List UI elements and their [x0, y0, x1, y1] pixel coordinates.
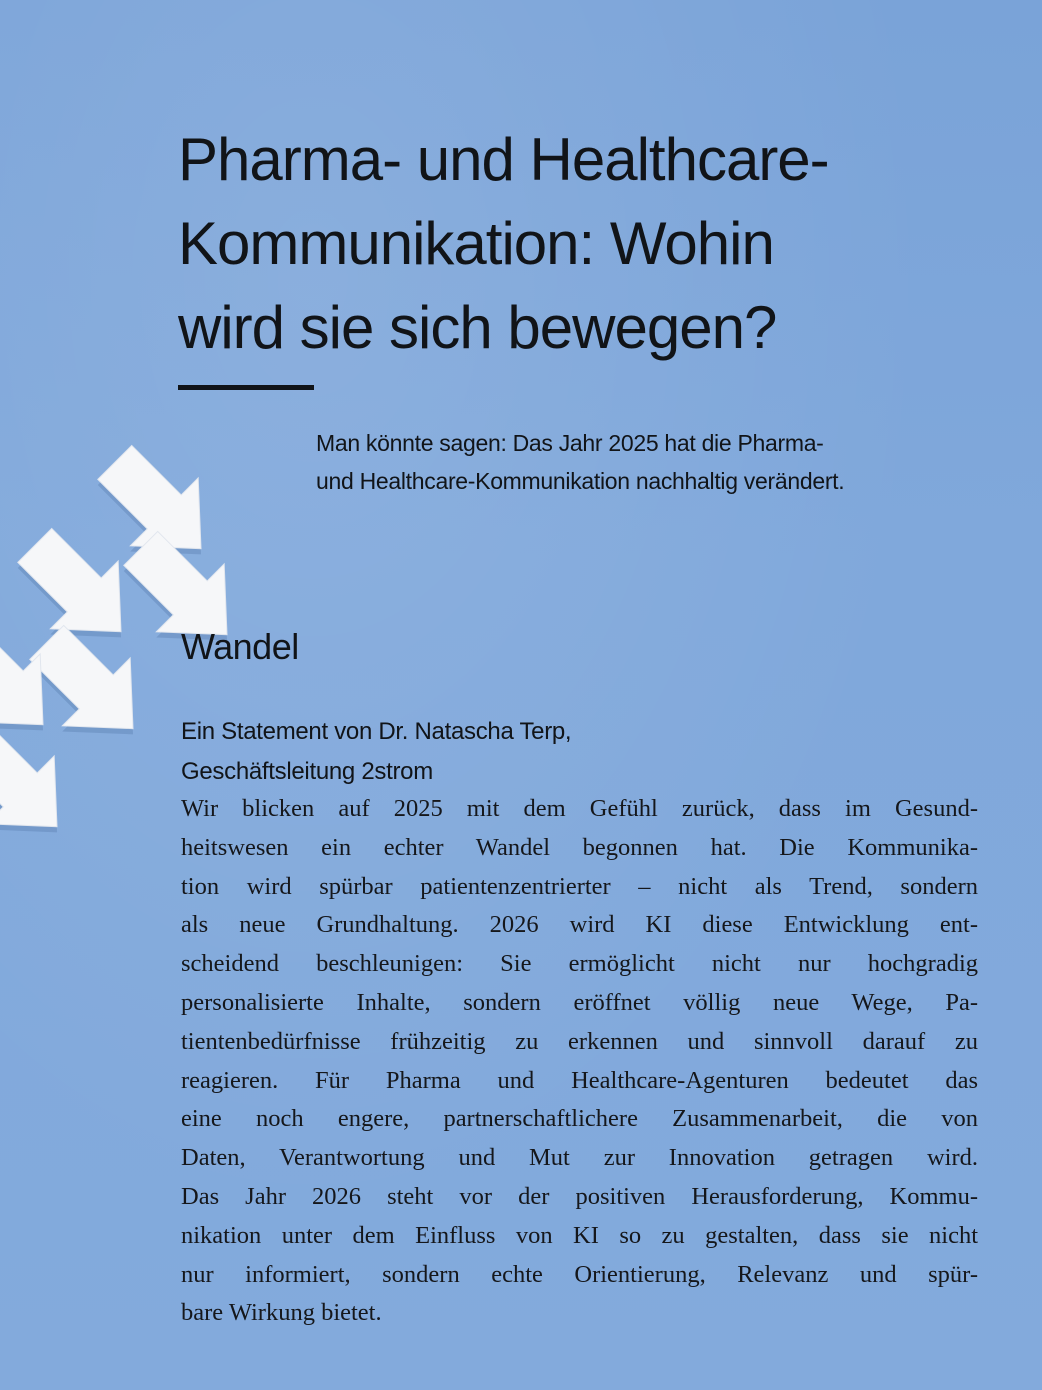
body-line: personalisierte Inhalte, sondern eröffnet völlig neue Wege, Pa- [181, 988, 978, 1016]
body-line: scheidend beschleunigen: Sie ermöglicht nicht nur hochgradig [181, 950, 978, 978]
title-line: wird sie sich bewegen? [178, 294, 777, 361]
article-title [178, 118, 1018, 370]
body-line: als neue Grundhaltung. 2026 wird KI diese Entwicklung ent- [181, 911, 978, 939]
lead-line: Man könnte sagen: Das Jahr 2025 hat die Pharma- [316, 430, 824, 456]
body-line: Wir blicken auf 2025 mit dem Gefühl zurück, dass im Gesund- [181, 795, 978, 822]
title-line: Kommunikation: Wohin [178, 210, 774, 277]
lead-line: und Healthcare-Kommunikation nachhaltig verändert. [316, 468, 845, 494]
body-line: Daten, Verantwortung und Mut zur Innovation getragen wird. [181, 1144, 978, 1172]
statement-body [181, 790, 978, 1333]
body-line: Das Jahr 2026 steht vor der positiven Herausforderung, Kommu- [181, 1182, 978, 1210]
body-line: reagieren. Für Pharma und Healthcare-Agenturen bedeutet das [181, 1066, 978, 1094]
statement-byline [181, 712, 981, 792]
byline-line: Ein Statement von Dr. Natascha Terp, [181, 718, 572, 745]
body-line: nikation unter dem Einfluss von KI so zu gestalten, dass sie nicht [181, 1221, 978, 1249]
section-heading: Wandel [181, 626, 299, 667]
body-line: eine noch engere, partnerschaftlichere Zusammenarbeit, die von [181, 1105, 978, 1133]
byline-line: Geschäftsleitung 2strom [181, 758, 433, 785]
title-divider [178, 385, 314, 390]
body-line: tion wird spürbar patientenzentrierter – nicht als Trend, sondern [181, 872, 978, 900]
body-line: bare Wirkung bietet. [181, 1299, 382, 1327]
body-line: heitswesen ein echter Wandel begonnen hat. Die Kommunika- [181, 833, 978, 861]
title-line: Pharma- und Healthcare- [178, 126, 829, 193]
article-lead [316, 424, 1016, 500]
body-line: nur informiert, sondern echte Orientierung, Relevanz und spür- [181, 1260, 978, 1288]
body-line: tientenbedürfnisse frühzeitig zu erkennen und sinnvoll darauf zu [181, 1027, 978, 1055]
